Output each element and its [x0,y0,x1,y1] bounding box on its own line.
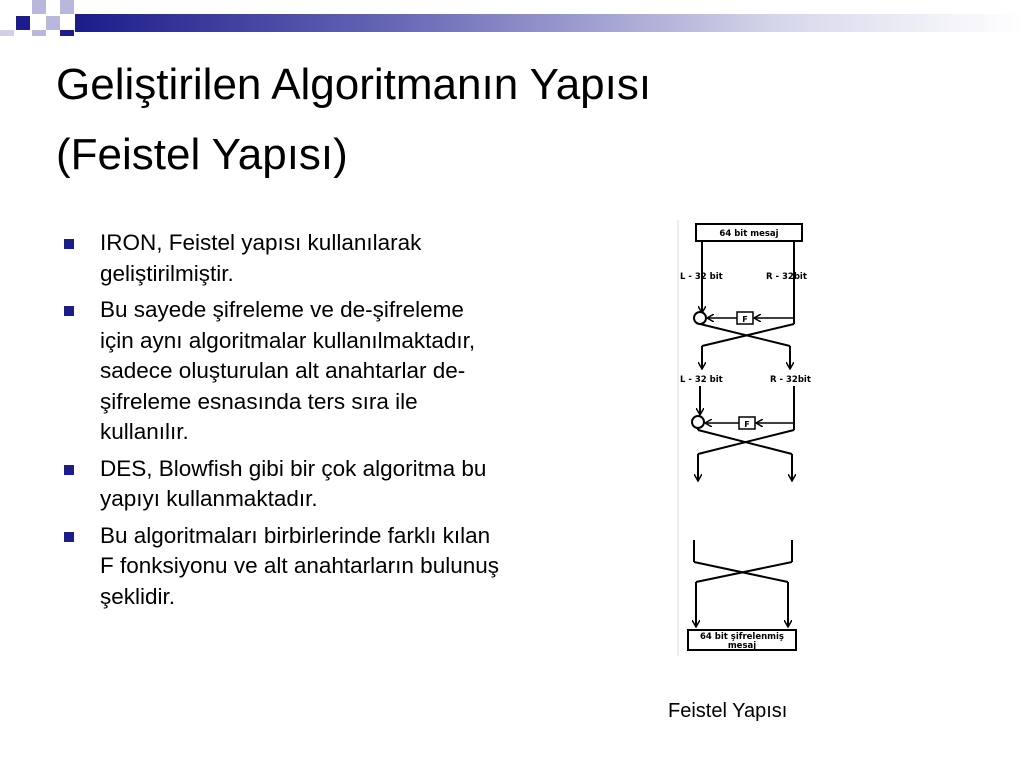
round2-left-label: L - 32 bit [680,375,723,385]
xor-circle-2 [692,416,704,428]
round1-left-label: L - 32 bit [680,272,723,282]
bullet-text: Bu algoritmaları birbirlerinde farklı kılan F fonksiyonu ve alt anahtarların bulunuş şeklidir. [100,522,499,609]
square-bullet-icon [64,465,74,475]
bullet-text: Bu sayede şifreleme ve de-şifreleme için aynı algoritmalar kullanılmaktadır, sadece oluşturulan alt anahtarlar de-şifreleme esnasında ters sıra ile kullanılır. [100,297,476,444]
bullet-text: IRON, Feistel yapısı kullanılarak geliştirilmiştir. [100,230,422,286]
bullet-item [62,295,502,448]
f-label-2: F [744,420,750,429]
slide-title-line-1: Geliştirilen Algoritmanın Yapısı [56,60,652,109]
round2-right-label: R - 32bit [770,375,811,385]
header-decoration [0,0,1024,36]
round1-right-label: R - 32bit [766,272,807,282]
square-bullet-icon [64,239,74,249]
bullet-text: DES, Blowfish gibi bir çok algoritma bu yapıyı kullanmaktadır. [100,455,487,511]
bullet-item [62,521,502,613]
output-label-line-1: 64 bit şifrelenmiş [700,632,784,642]
input-label: 64 bit mesaj [719,229,779,239]
slide-title [56,50,956,191]
diagram-caption: Feistel Yapısı [668,700,788,722]
bullet-item [62,454,502,515]
square-bullet-icon [64,532,74,542]
xor-circle-1 [694,312,706,324]
bullet-list [62,228,502,618]
square-bullet-icon [64,306,74,316]
feistel-diagram [676,218,818,658]
slide-title-line-2: (Feistel Yapısı) [56,130,348,180]
output-label-line-2: mesaj [727,641,757,651]
f-label-1: F [742,315,748,324]
bullet-item [62,228,502,289]
